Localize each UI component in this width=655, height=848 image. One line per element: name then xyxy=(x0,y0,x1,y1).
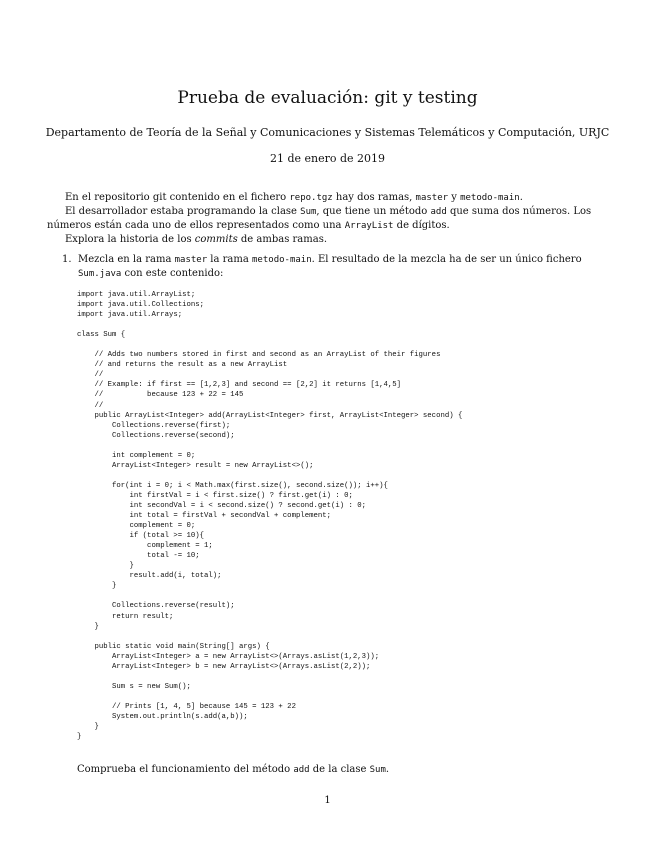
intro-p2-text-4: de dígitos. xyxy=(393,220,450,231)
intro-p2-text-2: , que tiene un método xyxy=(316,206,431,217)
intro-p3-emphasis: commits xyxy=(194,234,238,245)
check-code-2: Sum xyxy=(369,765,386,775)
intro-p3-text-2: de ambas ramas. xyxy=(237,234,328,245)
intro-p1-text-4: . xyxy=(519,192,523,203)
exercise-item-number: 1. xyxy=(62,254,72,265)
item1-code-3: Sum.java xyxy=(78,269,122,279)
exercise-item-1 xyxy=(62,253,607,281)
intro-p1-text-1: En el repositorio git contenido en el fichero xyxy=(65,192,290,203)
check-text-3: . xyxy=(385,764,390,775)
item1-code-2: metodo-main xyxy=(252,255,312,265)
code-listing: import java.util.ArrayList; import java.util.Collections; import java.util.Arrays; class Sum { // Adds two numbers stored in first and second as an ArrayList of their figures // and returns the result as a new ArrayList // // Example: if first == [1,2,3] and second == [2,2] it returns [1,4,5] // because 123 + 22 = 145 // public ArrayList<Integer> add(ArrayList<Integer> first, ArrayList<Integer> second) { Collections.reverse(first); Collections.reverse(second); int complement = 0; ArrayList<Integer> result = new ArrayList<>(); for(int i = 0; i < Math.max(first.size(), second.size()); i++){ int firstVal = i < first.size() ? first.get(i) : 0; int secondVal = i < second.size() ? second.get(i) : 0; int total = firstVal + secondVal + complement; complement = 0; if (total >= 10){ complement = 1; total -= 10; } result.add(i, total); } Collections.reverse(result); return result; } public static void main(String[] args) { ArrayList<Integer> a = new ArrayList<>(Arrays.asList(1,2,3)); ArrayList<Integer> b = new ArrayList<>(Arrays.asList(2,2)); Sum s = new Sum(); // Prints [1, 4, 5] because 145 = 123 + 22 System.out.println(s.add(a,b)); } } xyxy=(77,291,463,742)
document-date: 21 de enero de 2019 xyxy=(269,152,386,165)
intro-p3-text-1: Explora la historia de los xyxy=(65,234,195,245)
check-text-1: Comprueba el funcionamiento del método xyxy=(77,764,294,775)
item1-text-1: Mezcla en la rama xyxy=(78,254,175,265)
intro-paragraph-1 xyxy=(47,191,607,205)
intro-p2-text-3: que suma dos números. Los números están cada uno de ellos representados como una xyxy=(47,206,592,231)
intro-p1-code-3: metodo-main xyxy=(460,193,520,203)
intro-p2-code-2: add xyxy=(430,207,447,217)
item1-text-4: con este contenido: xyxy=(121,268,224,279)
intro-p2-code-1: Sum xyxy=(300,207,317,217)
intro-section xyxy=(47,191,607,246)
exercise-item-text xyxy=(78,253,607,281)
document-title: Prueba de evaluación: git y testing xyxy=(177,88,478,108)
item1-text-2: la rama xyxy=(207,254,253,265)
intro-p1-text-2: hay dos ramas, xyxy=(332,192,416,203)
item1-text-3: . El resultado de la mezcla ha de ser un único fichero xyxy=(311,254,582,265)
check-instruction xyxy=(77,764,389,775)
intro-paragraph-3 xyxy=(47,233,607,246)
item1-code-1: master xyxy=(174,255,208,265)
intro-p1-text-3: y xyxy=(448,192,461,203)
intro-paragraph-2 xyxy=(47,205,607,233)
document-subtitle: Departamento de Teoría de la Señal y Comunicaciones y Sistemas Telemáticos y Computación, URJC xyxy=(45,126,610,139)
check-text-2: de la clase xyxy=(309,764,370,775)
intro-p2-text-1: El desarrollador estaba programando la clase xyxy=(65,206,301,217)
intro-p1-code-1: repo.tgz xyxy=(289,193,333,203)
page-number: 1 xyxy=(324,795,331,806)
intro-p1-code-2: master xyxy=(415,193,449,203)
intro-p2-code-3: ArrayList xyxy=(344,221,394,231)
check-code-1: add xyxy=(293,765,310,775)
